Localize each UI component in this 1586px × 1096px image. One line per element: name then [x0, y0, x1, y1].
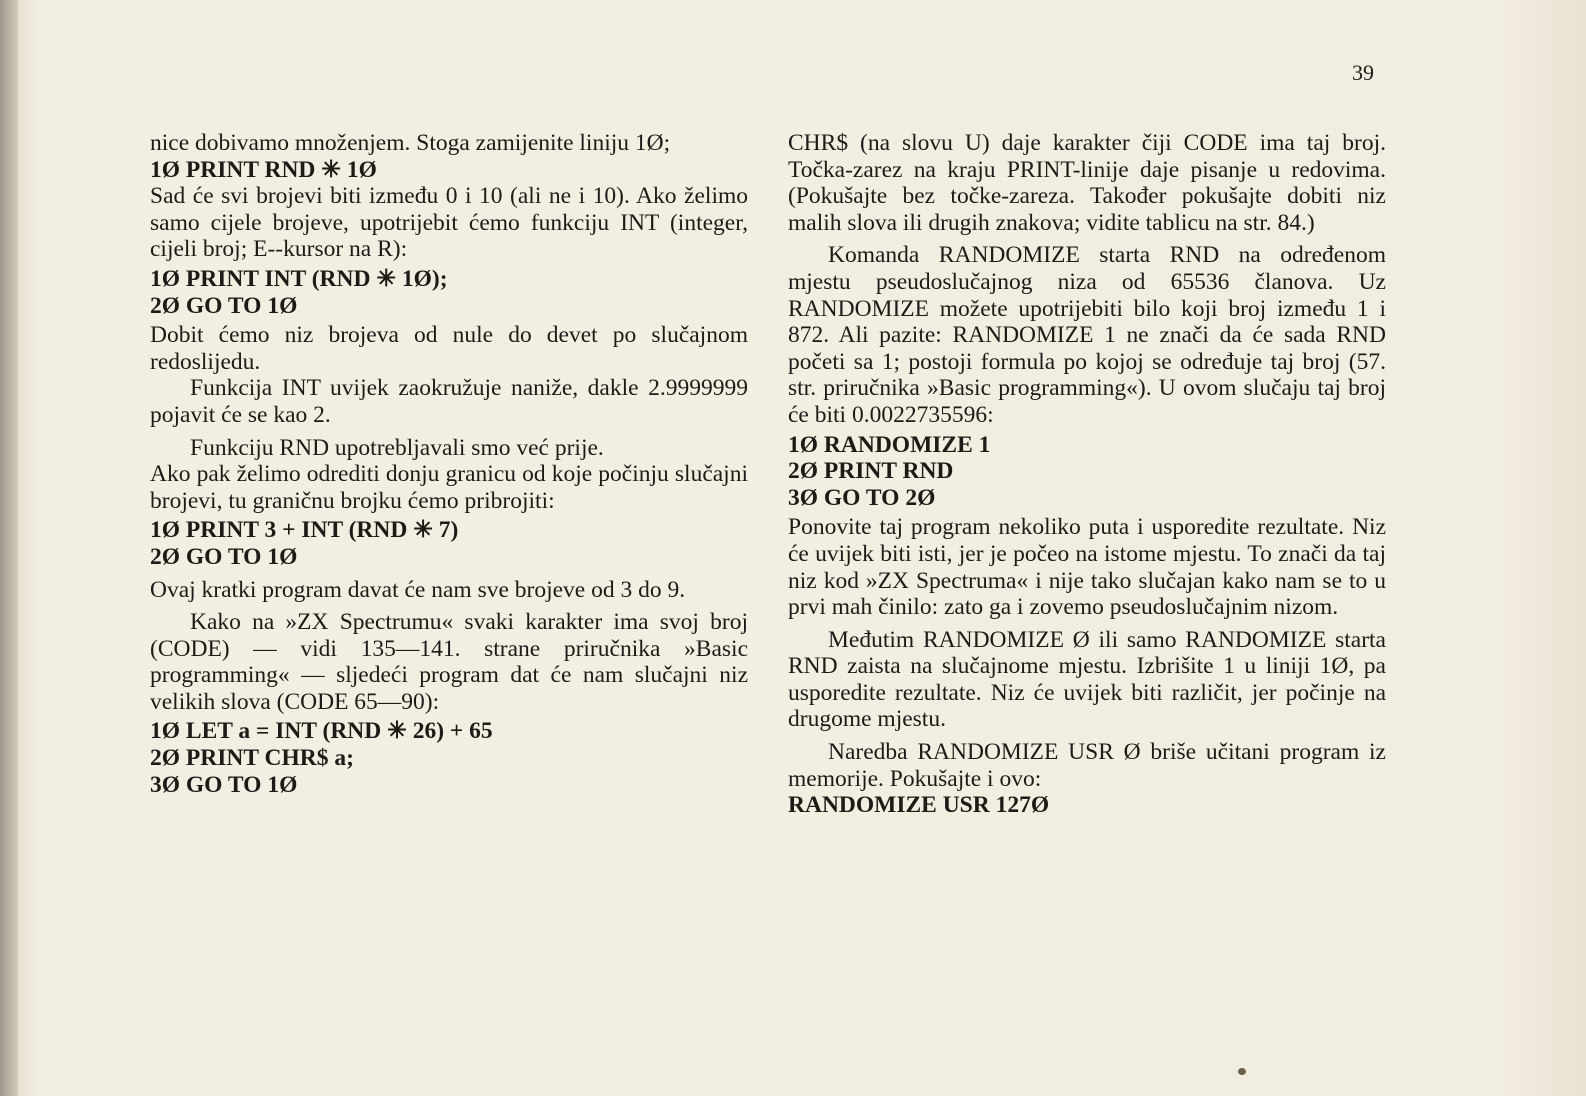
code-line: 3Ø GO TO 2Ø	[788, 484, 936, 511]
paragraph: Međutim RANDOMIZE Ø ili samo RANDOMIZE starta RND zaista na slučajnome mjestu. Izbrišite 1 u liniji 1Ø, pa usporedite rezultate. Niz će uvijek biti različit, jer počinje na drugome mjestu.	[788, 626, 1386, 733]
code-block	[788, 432, 1386, 512]
code-line: 1Ø PRINT RND ✳ 1Ø	[150, 156, 377, 183]
paragraph: Dobit ćemo niz brojeva od nule do devet po slučajnom redoslijedu.	[150, 322, 748, 375]
paragraph: Komanda RANDOMIZE starta RND na određenom mjestu pseudoslučajnog niza od 65536 članova. Uz RANDOMIZE možete upotrijebiti bilo koji broj između 1 i 872. Ali pazite: RANDOMIZE 1 ne znači da će sada RND početi sa 1; postoji formula po kojoj se određuje taj broj (57. str. priručnika »Basic programming«). U ovom slučaju taj broj će biti 0.0022735596:	[788, 242, 1386, 428]
paragraph: Funkciju RND upotrebljavali smo već prije.	[190, 434, 604, 461]
ink-spot	[1238, 1068, 1246, 1075]
paragraph: Kako na »ZX Spectrumu« svaki karakter ima svoj broj (CODE) — vidi 135—141. strane priručnika »Basic programming« — sljedeći program dat će nam slučajni niz velikih slova (CODE 65—90):	[150, 609, 748, 715]
right-column	[788, 130, 1386, 819]
paragraph: Ovaj kratki program davat će nam sve brojeve od 3 do 9.	[150, 576, 686, 603]
code-line: RANDOMIZE USR 127Ø	[788, 792, 1050, 819]
left-column	[150, 130, 748, 801]
paragraph: CHR$ (na slovu U) daje karakter čiji CODE ima taj broj. Točka-zarez na kraju PRINT-linije daje pisanje u redovima. (Pokušajte bez točke-zareza. Također pokušajte dobiti niz malih slova ili drugih znakova; vidite tablicu na str. 84.)	[788, 130, 1386, 236]
code-block	[150, 718, 748, 798]
code-block	[150, 517, 748, 570]
paragraph: Funkcija INT uvijek zaokružuje naniže, dakle 2.9999999 pojavit će se kao 2.	[150, 375, 748, 428]
code-line: 1Ø PRINT 3 + INT (RND ✳ 7)	[150, 517, 459, 544]
paragraph: Ponovite taj program nekoliko puta i usporedite rezultate. Niz će uvijek biti isti, jer je počeo na istome mjestu. To znači da taj niz kod »ZX Spectruma« i nije tako slučajan kako nam se to u prvi mah činilo: zato ga i zovemo pseudoslučajnim nizom.	[788, 514, 1386, 621]
page-number: 39	[1352, 60, 1374, 85]
paragraph: Ako pak želimo odrediti donju granicu od koje počinju slučajni brojevi, tu graničnu brojku ćemo pribrojiti:	[150, 461, 748, 514]
code-line: 2Ø GO TO 1Ø	[150, 292, 298, 319]
code-line: 2Ø GO TO 1Ø	[150, 543, 298, 570]
code-line: 1Ø RANDOMIZE 1	[788, 431, 991, 458]
code-line: 2Ø PRINT CHR$ a;	[150, 745, 354, 772]
code-line: 3Ø GO TO 1Ø	[150, 771, 298, 798]
code-line: 2Ø PRINT RND	[788, 458, 954, 485]
paragraph: Naredba RANDOMIZE USR Ø briše učitani program iz memorije. Pokušajte i ovo:	[788, 739, 1386, 792]
paragraph: nice dobivamo množenjem. Stoga zamijenite liniju 1Ø;	[150, 130, 671, 156]
code-block	[150, 266, 748, 319]
code-line: 1Ø PRINT INT (RND ✳ 1Ø);	[150, 265, 448, 292]
paragraph: Sad će svi brojevi biti između 0 i 10 (ali ne i 10). Ako želimo samo cijele brojeve, upotrijebit ćemo funkciju INT (integer, cijeli broj; E--kursor na R):	[150, 183, 748, 263]
code-line: 1Ø LET a = INT (RND ✳ 26) + 65	[150, 718, 493, 745]
book-spine-shadow	[0, 0, 18, 1096]
